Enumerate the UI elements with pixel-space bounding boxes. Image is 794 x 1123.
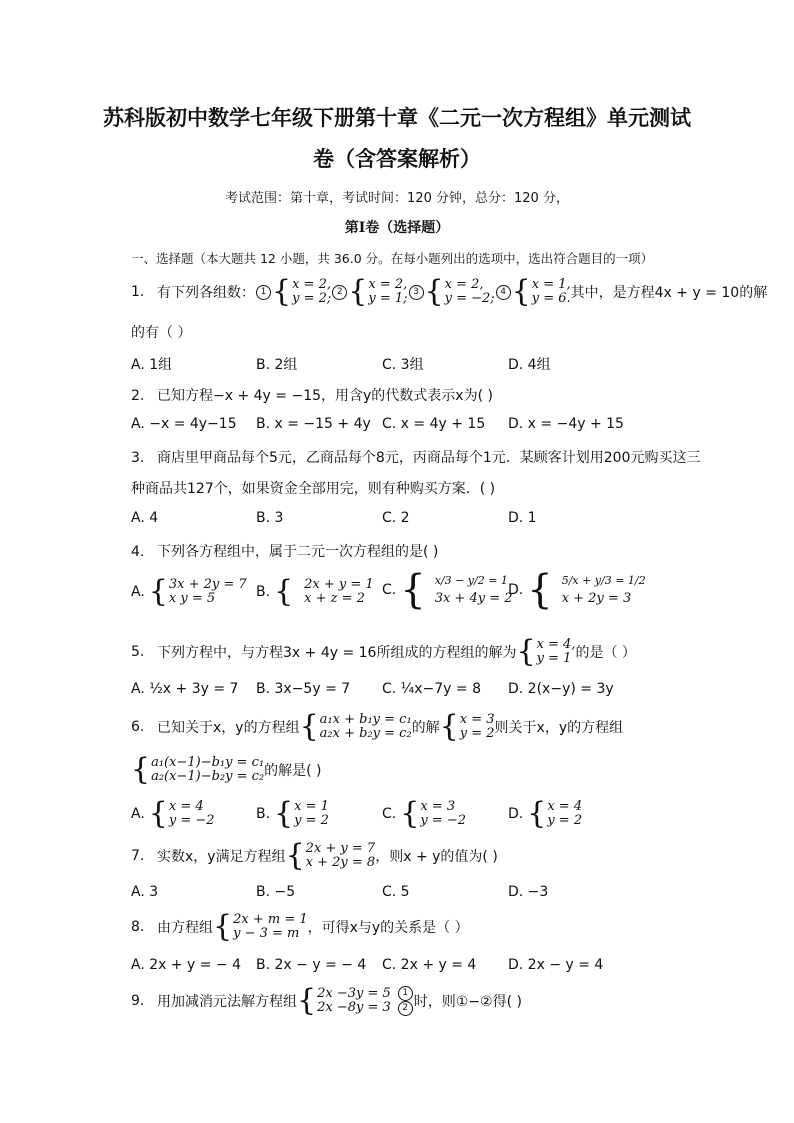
- question-number: 3.: [131, 450, 145, 466]
- exam-info: 考试范围：第十章，考试时间：120 分钟，总分：120 分，: [225, 191, 569, 206]
- option-d[interactable]: D. { x = 4 y = 2: [508, 796, 583, 831]
- option-a[interactable]: A. 2x + y = − 4: [131, 957, 242, 973]
- equation-system: { a₁(x−1)−b₁y = c₁ a₂(x−1)−b₂y = c₂: [131, 752, 265, 787]
- option-c[interactable]: C. ¼x−7y = 8: [382, 681, 481, 697]
- equation-system: { x = 2, y = −2;: [424, 274, 495, 309]
- question-text: 时，则①−②得( ): [413, 994, 522, 1010]
- circle-2-icon: 2: [398, 1001, 413, 1016]
- option-b[interactable]: B. 2组: [256, 357, 298, 373]
- option-c[interactable]: C. { x = 3 y = −2: [382, 796, 466, 831]
- option-d[interactable]: D. −3: [508, 884, 549, 900]
- question-text: 其中，是方程4x + y = 10的解: [570, 285, 768, 301]
- option-d[interactable]: D. { 5/x + y/3 = 1/2 x + 2y = 3: [508, 567, 646, 613]
- question-2: [131, 385, 493, 405]
- option-d[interactable]: D. 4组: [508, 357, 551, 373]
- option-c[interactable]: C. 2: [382, 510, 410, 526]
- option-c[interactable]: C. { x/3 − y/2 = 1 3x + 4y = 2: [382, 567, 513, 613]
- question-number: 5.: [131, 644, 145, 660]
- question-number: 1.: [131, 284, 145, 300]
- option-b[interactable]: B. 3: [256, 510, 284, 526]
- option-c[interactable]: C. 2x + y = 4: [382, 957, 477, 973]
- question-number: 8.: [131, 919, 145, 935]
- question-text: 商店里甲商品每个5元，乙商品每个8元，丙商品每个1元．某顾客计划用200元购买这三: [157, 450, 701, 466]
- option-d[interactable]: D. 1: [508, 510, 537, 526]
- option-d[interactable]: D. 2(x−y) = 3y: [508, 681, 614, 697]
- option-b[interactable]: B. 3x−5y = 7: [256, 681, 351, 697]
- part-title: 第Ⅰ卷（选择题）: [344, 220, 450, 236]
- option-b[interactable]: B. { 2x + y = 1 x + z = 2: [256, 574, 374, 609]
- question-text-cont: 的有（ ）: [131, 325, 192, 341]
- solution-system: { x = 3 y = 2: [439, 709, 495, 744]
- equation-system: { a₁x + b₁y = c₁ a₂x + b₂y = c₂: [299, 709, 412, 744]
- equation-system: { x = 1, y = 6.: [511, 274, 571, 309]
- question-text: 则关于x，y的方程组: [494, 720, 624, 736]
- option-a[interactable]: A. 3: [131, 884, 159, 900]
- equation-system: { 2x + y = 7 x + 2y = 8: [285, 838, 376, 873]
- question-6: [131, 709, 624, 744]
- question-text: 下列方程中，与方程3x + 4y = 16所组成的方程组的解为: [157, 645, 517, 661]
- option-a[interactable]: A. 1组: [131, 357, 173, 373]
- option-d[interactable]: D. x = −4y + 15: [508, 416, 624, 432]
- question-7: [131, 838, 498, 873]
- equation-system: { 2x + m = 1 y − 3 = m: [213, 909, 308, 944]
- question-text: ，则x + y的值为( ): [375, 849, 498, 865]
- page-title-line2: 卷（含答案解析）: [313, 146, 481, 171]
- option-c[interactable]: C. x = 4y + 15: [382, 416, 486, 432]
- question-text: 有下列各组数：: [157, 285, 255, 301]
- question-8: [131, 909, 469, 944]
- option-a[interactable]: A. { 3x + 2y = 7 x y = 5: [131, 574, 247, 609]
- question-text: 的解是( ): [264, 763, 322, 779]
- question-1: [131, 274, 768, 309]
- equation-system: { x = 2, y = 1;: [348, 274, 408, 309]
- section-header: 一、选择题（本大题共 12 小题，共 36.0 分。在每小题列出的选项中，选出符合题目的一项）: [131, 251, 654, 266]
- question-number: 6.: [131, 719, 145, 735]
- question-4: [131, 541, 438, 561]
- question-text: ，可得x与y的关系是（ ）: [307, 920, 469, 936]
- question-number: 9.: [131, 993, 145, 1009]
- question-5: [131, 634, 636, 669]
- option-b[interactable]: B. x = −15 + 4y: [256, 416, 371, 432]
- equation-system: { 2x −3y = 5 2x −8y = 3: [297, 983, 391, 1018]
- question-text: 的是（ ）: [575, 645, 636, 661]
- option-a[interactable]: A. { x = 4 y = −2: [131, 796, 215, 831]
- solution-system: { x = 4, y = 1: [516, 634, 576, 669]
- circle-2-icon: 2: [332, 285, 347, 300]
- circle-4-icon: 4: [496, 285, 511, 300]
- option-b[interactable]: B. { x = 1 y = 2: [256, 796, 329, 831]
- question-number: 7.: [131, 848, 145, 864]
- option-b[interactable]: B. 2x − y = − 4: [256, 957, 367, 973]
- circle-1-icon: 1: [256, 285, 271, 300]
- question-text: 已知方程−x + 4y = −15，用含y的代数式表示x为( ): [157, 388, 493, 404]
- equation-system: { x = 2, y = 2;: [272, 274, 332, 309]
- option-a[interactable]: A. 4: [131, 510, 159, 526]
- question-3: [131, 447, 700, 467]
- question-9: [131, 983, 522, 1018]
- question-text-cont: 种商品共127个，如果资金全部用完，则有种购买方案．( ): [131, 481, 496, 497]
- question-number: 4.: [131, 544, 145, 560]
- option-b[interactable]: B. −5: [256, 884, 296, 900]
- option-a[interactable]: A. −x = 4y−15: [131, 416, 237, 432]
- circle-1-icon: 1: [398, 986, 413, 1001]
- circle-3-icon: 3: [409, 285, 424, 300]
- question-text: 已知关于x，y的方程组: [157, 720, 300, 736]
- question-text: 实数x，y满足方程组: [157, 849, 286, 865]
- option-a[interactable]: A. ½x + 3y = 7: [131, 681, 239, 697]
- equation-markers: [397, 986, 414, 1016]
- option-c[interactable]: C. 5: [382, 884, 410, 900]
- question-text: 下列各方程组中，属于二元一次方程组的是( ): [157, 544, 439, 560]
- option-c[interactable]: C. 3组: [382, 357, 424, 373]
- page-title-line1: 苏科版初中数学七年级下册第十章《二元一次方程组》单元测试: [103, 105, 691, 130]
- question-text: 由方程组: [157, 920, 213, 936]
- question-text: 的解: [411, 720, 440, 736]
- question-text-cont: [131, 752, 322, 787]
- question-number: 2.: [131, 388, 145, 404]
- question-text: 用加减消元法解方程组: [157, 994, 297, 1010]
- option-d[interactable]: D. 2x − y = 4: [508, 957, 604, 973]
